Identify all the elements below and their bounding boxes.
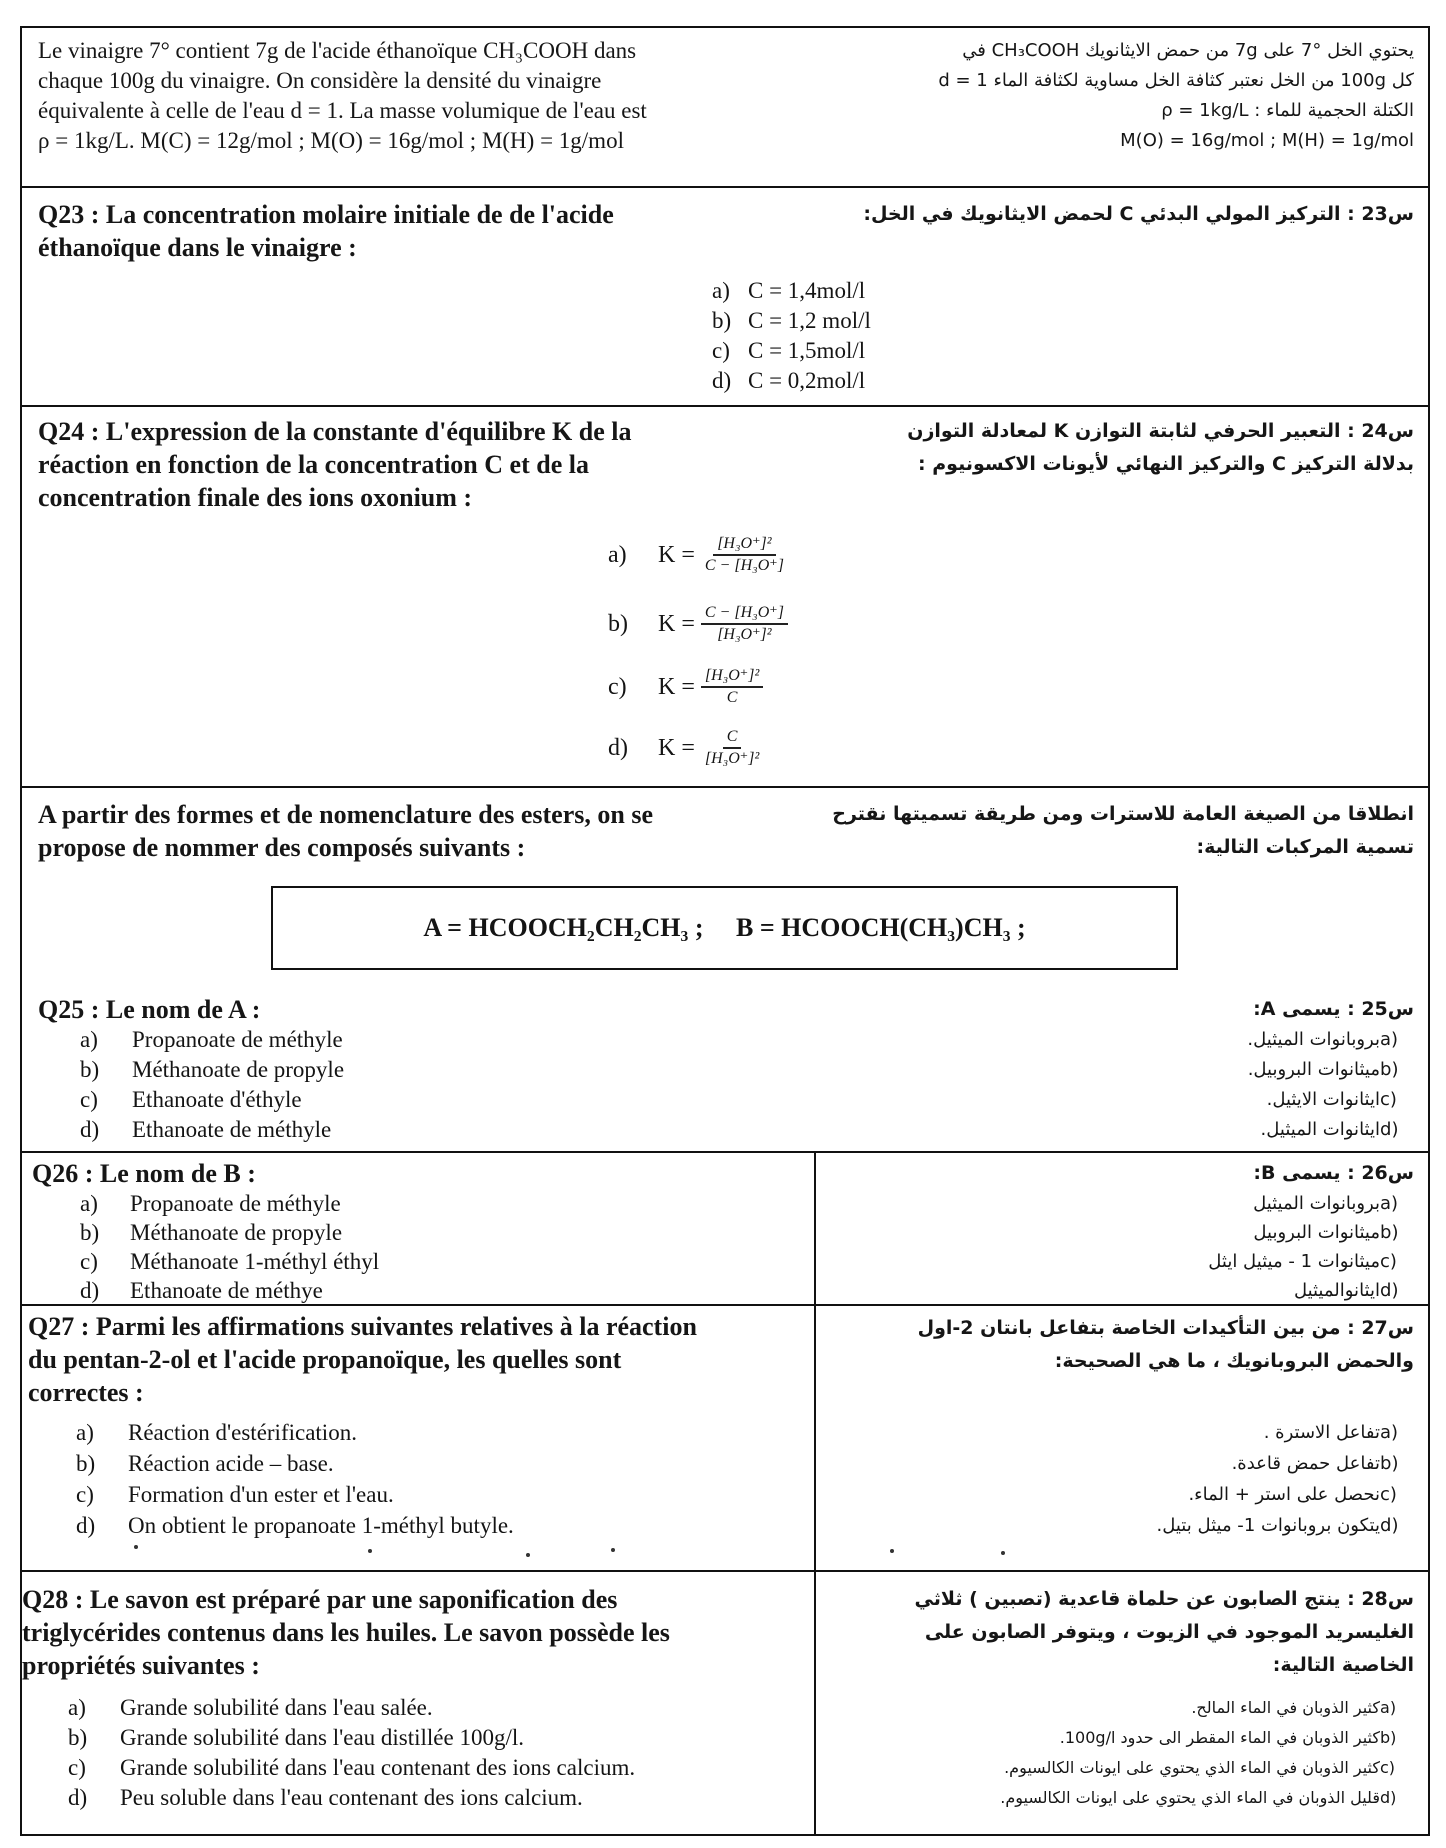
fraction: $\frac{\text{C − [H₃O⁺]}}{\text{[H₃O⁺]²}}$: [701, 604, 788, 644]
q26-title: Q26 : Le nom de B :: [32, 1159, 256, 1188]
q28-ar-option-d[interactable]: (dقليل الذوبان في الماء الذي يحتوي على ايونات الكالسيوم.: [1000, 1788, 1397, 1807]
q28-option-b[interactable]: b) Grande solubilité dans l'eau distillée 100g/l.: [68, 1725, 525, 1750]
esters-intro-ar: انطلاقا من الصيغة العامة للاسترات ومن طريقة تسميتها نقترح: [832, 803, 1414, 825]
intro-ar-line: M(O) = 16g/mol ; M(H) = 1g/mol: [1120, 130, 1414, 151]
q24-title-cont: concentration finale des ions oxonium :: [38, 483, 473, 512]
q27-title-cont: correctes :: [28, 1378, 144, 1407]
bottom-border: [20, 1834, 1430, 1836]
q23-option-b[interactable]: b) C = 1,2 mol/l: [712, 308, 871, 333]
intro-fr-line: chaque 100g du vinaigre. On considère la densité du vinaigre: [38, 68, 602, 93]
q27-ar-option-b[interactable]: (bتفاعل حمض قاعدة.: [1231, 1453, 1399, 1474]
q28-title-cont: triglycérides contenus dans les huiles. Le savon possède les: [22, 1618, 670, 1647]
q23-option-d[interactable]: d) C = 0,2mol/l: [712, 368, 866, 393]
intro-fr-line: Le vinaigre 7° contient 7g de l'acide éthanoïque CH₃COOH dans: [38, 38, 637, 63]
q27-title-cont: du pentan-2-ol et l'acide propanoïque, les quelles sont: [28, 1345, 622, 1374]
q24-option-a[interactable]: a) K = $\frac{\text{[H₃O⁺]²}}{\text{C − [H₃O⁺]}}$: [608, 535, 788, 575]
esters-intro-ar-cont: تسمية المركبات التالية:: [1196, 836, 1414, 858]
scan-speck: [368, 1549, 372, 1553]
q27-title-ar-cont: والحمض البروبانويك ، ما هي الصحيحة:: [1054, 1350, 1414, 1372]
q25-option-a[interactable]: a) Propanoate de méthyle: [80, 1027, 343, 1052]
q24-option-d[interactable]: d) K = $\frac{C}{\text{[H₃O⁺]²}}$: [608, 728, 763, 768]
q25-option-d[interactable]: d) Ethanoate de méthyle: [80, 1117, 332, 1142]
q27-ar-option-d[interactable]: (dيتكون بروبانوات 1- ميثل بتيل.: [1156, 1515, 1399, 1536]
scan-speck: [890, 1549, 894, 1553]
q25-title-ar: س25 : يسمى A:: [1253, 998, 1414, 1020]
q25-ar-option-c[interactable]: (cايثانوات الايثيل.: [1266, 1089, 1397, 1110]
scan-speck: [526, 1553, 530, 1557]
q25-ar-option-b[interactable]: (bميثانوات البروبيل.: [1247, 1059, 1399, 1080]
divider-q25: [20, 1151, 1430, 1153]
fraction: $\frac{C}{\text{[H₃O⁺]²}}$: [704, 728, 760, 767]
q24-title-ar: س24 : التعبير الحرفي لثابتة التوازن K لمعادلة التوازن: [907, 420, 1414, 442]
q26-ar-option-c[interactable]: (cميثانوات 1 - ميثيل ايثل: [1208, 1251, 1397, 1272]
scan-speck: [611, 1548, 615, 1552]
intro-ar-line: يحتوي الخل °7 على 7g من حمض الايثانويك CH₃COOH في: [962, 40, 1414, 61]
q25-option-b[interactable]: b) Méthanoate de propyle: [80, 1057, 345, 1082]
divider-q23: [20, 405, 1430, 407]
intro-fr-line: ρ = 1kg/L. M(C) = 12g/mol ; M(O) = 16g/mol ; M(H) = 1g/mol: [38, 128, 624, 153]
q27-title: Q27 : Parmi les affirmations suivantes relatives à la réaction: [28, 1312, 697, 1341]
fraction: $\frac{\text{[H₃O⁺]²}}{C}$: [701, 667, 763, 707]
q26-ar-option-a[interactable]: (aبروبانوات الميثيل: [1253, 1193, 1399, 1214]
q28-title-cont: propriétés suivantes :: [22, 1651, 260, 1680]
q28-ar-option-c[interactable]: (cكثير الذوبان في الماء الذي يحتوي على ايونات الكالسيوم.: [1004, 1758, 1396, 1777]
q23-option-a[interactable]: a) C = 1,4mol/l: [712, 278, 866, 303]
intro-ar-line: كل 100g من الخل نعتبر كثافة الخل مساوية لكثافة الماء d = 1: [938, 70, 1414, 91]
q25-title: Q25 : Le nom de A :: [38, 995, 261, 1024]
fraction: $\frac{\text{[H₃O⁺]²}}{\text{C − [H₃O⁺]}}$: [704, 535, 784, 574]
q24-option-c[interactable]: c) K = $\frac{\text{[H₃O⁺]²}}{C}$: [608, 667, 763, 707]
q26-ar-option-d[interactable]: (dايثانوالميثيل: [1293, 1280, 1399, 1301]
q28-ar-option-b[interactable]: (bكثير الذوبان في الماء المقطر الى حدود 100g/l.: [1059, 1728, 1397, 1747]
q26-option-c[interactable]: c) Méthanoate 1-méthyl éthyl: [80, 1249, 380, 1274]
q28-option-d[interactable]: d) Peu soluble dans l'eau contenant des ions calcium.: [68, 1785, 583, 1810]
q27-option-b[interactable]: b) Réaction acide – base.: [76, 1451, 334, 1476]
q25-ar-option-a[interactable]: (aبروبانوات الميثيل.: [1247, 1029, 1399, 1050]
scan-speck: [134, 1545, 138, 1549]
q26-option-b[interactable]: b) Méthanoate de propyle: [80, 1220, 343, 1245]
q26-ar-option-b[interactable]: (bميثانوات البروبيل: [1253, 1222, 1399, 1243]
right-border: [1428, 26, 1430, 1836]
intro-ar-line: الكتلة الحجمية للماء : ρ = 1kg/L: [1161, 100, 1414, 121]
q28-option-c[interactable]: c) Grande solubilité dans l'eau contenant des ions calcium.: [68, 1755, 636, 1780]
q24-title-ar-cont: بدلالة التركيز C والتركيز النهائي لأيونات الاكسونيوم :: [918, 453, 1414, 475]
intro-fr-line: équivalente à celle de l'eau d = 1. La masse volumique de l'eau est: [38, 98, 647, 123]
q23-title-ar: س23 : التركيز المولي البدئي C لحمض الايثانويك في الخل:: [863, 203, 1414, 225]
q27-option-a[interactable]: a) Réaction d'estérification.: [76, 1420, 357, 1445]
esters-intro-fr: A partir des formes et de nomenclature des esters, on se: [38, 800, 653, 829]
ester-formula-box: A = HCOOCH₂CH₂CH₃ ; B = HCOOCH(CH₃)CH₃ ;: [271, 886, 1178, 970]
q23-option-c[interactable]: c) C = 1,5mol/l: [712, 338, 866, 363]
q27-ar-option-c[interactable]: (cنحصل على استر + الماء.: [1188, 1484, 1397, 1505]
q26-option-d[interactable]: d) Ethanoate de méthye: [80, 1278, 323, 1303]
divider-q24: [20, 786, 1430, 788]
q28-title-ar: س28 : ينتج الصابون عن حلماة قاعدية (تصبين ) ثلاثي: [914, 1588, 1414, 1610]
q23-title: Q23 : La concentration molaire initiale de de l'acide: [38, 200, 614, 229]
divider-q27: [20, 1570, 1430, 1572]
q23-title-cont: éthanoïque dans le vinaigre :: [38, 233, 357, 262]
q27-option-c[interactable]: c) Formation d'un ester et l'eau.: [76, 1482, 394, 1507]
esters-intro-fr-cont: propose de nommer des composés suivants :: [38, 833, 526, 862]
q24-title-cont: réaction en fonction de la concentration C et de la: [38, 450, 589, 479]
q27-title-ar: س27 : من بين التأكيدات الخاصة بتفاعل بانتان 2-اول: [917, 1317, 1414, 1339]
q24-title: Q24 : L'expression de la constante d'équilibre K de la: [38, 417, 632, 446]
q25-option-c[interactable]: c) Ethanoate d'éthyle: [80, 1087, 302, 1112]
q27-ar-option-a[interactable]: (aتفاعل الاسترة .: [1263, 1422, 1399, 1443]
q28-title: Q28 : Le savon est préparé par une saponification des: [22, 1585, 618, 1614]
scan-speck: [1001, 1551, 1005, 1555]
left-border: [20, 26, 22, 1836]
q28-option-a[interactable]: a) Grande solubilité dans l'eau salée.: [68, 1695, 433, 1720]
column-divider: [814, 1151, 816, 1834]
q26-option-a[interactable]: a) Propanoate de méthyle: [80, 1191, 341, 1216]
divider-intro: [20, 186, 1430, 188]
q28-title-ar-cont: الخاصية التالية:: [1272, 1654, 1414, 1676]
q27-option-d[interactable]: d) On obtient le propanoate 1-méthyl butyle.: [76, 1513, 514, 1538]
q28-title-ar-cont: الغليسريد الموجود في الزيوت ، ويتوفر الصابون على: [924, 1621, 1414, 1643]
top-border: [20, 26, 1430, 28]
q24-option-b[interactable]: b) K = $\frac{\text{C − [H₃O⁺]}}{\text{[H₃O⁺]²}}$: [608, 604, 788, 644]
q26-title-ar: س26 : يسمى B:: [1253, 1162, 1414, 1184]
q28-ar-option-a[interactable]: (aكثير الذوبان في الماء المالح.: [1191, 1698, 1397, 1717]
q25-ar-option-d[interactable]: (dايثانوات الميثيل.: [1260, 1119, 1399, 1140]
